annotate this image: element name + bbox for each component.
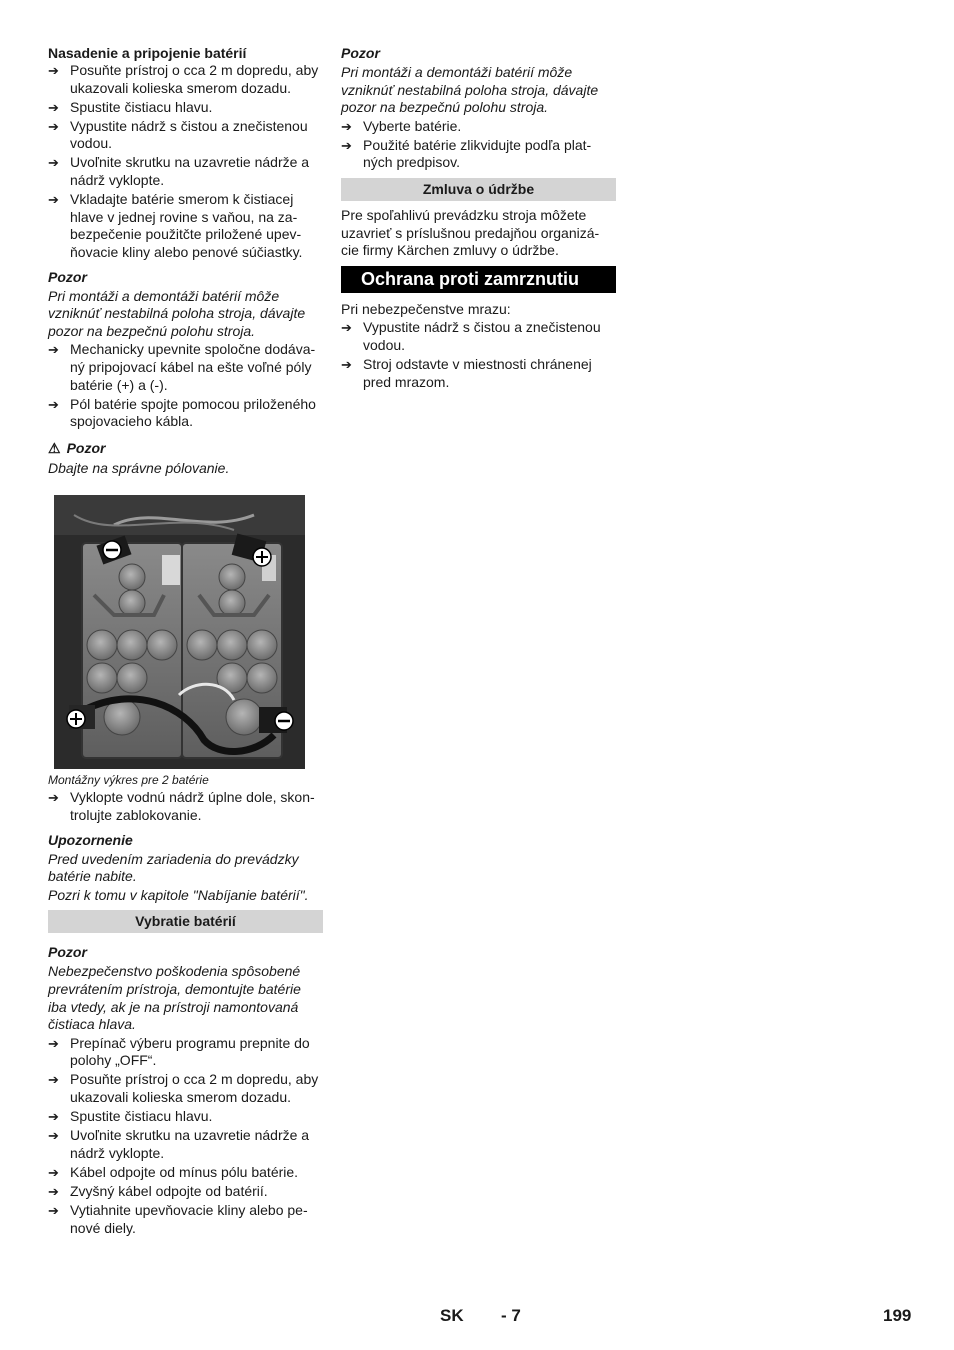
arrow-right-icon: ➔ (341, 137, 352, 153)
list-item (48, 1127, 323, 1162)
list-item-text: Posuňte prístroj o cca 2 m dopredu, aby ukazovali kolieska smerom dozadu. (70, 1071, 319, 1105)
heading-install-batteries: Nasadenie a pripojenie batérií (48, 45, 247, 61)
arrow-right-icon: ➔ (48, 192, 59, 208)
footer-lang: SK (440, 1306, 464, 1325)
list-item-text: Vytiahnite upevňovacie kliny alebo pe-nové diely. (70, 1202, 308, 1236)
list-item-text: Stroj odstavte v miestnosti chránenej pred mrazom. (363, 356, 592, 390)
list-item (48, 118, 323, 153)
plus-terminal-bottom-icon (67, 710, 85, 728)
list-item-text: Vyklopte vodnú nádrž úplne dole, skon-trolujte zablokovanie. (70, 789, 315, 823)
list-item-text: Posuňte prístroj o cca 2 m dopredu, aby ukazovali kolieska smerom dozadu. (70, 62, 319, 96)
caution-title: Pozor (48, 268, 87, 285)
list-item-text: Vyberte batérie. (363, 117, 462, 134)
list-item (48, 1071, 323, 1106)
list-item (48, 1035, 323, 1070)
section-remove-batteries: Vybratie batérií (48, 910, 323, 933)
list-item-text: Spustite čistiacu hlavu. (70, 1108, 213, 1125)
note-line: Pred uvedením zariadenia do prevádzky batérie nabite. (48, 850, 299, 885)
footer-section-page: - 7 (501, 1306, 521, 1325)
install-steps (48, 62, 323, 262)
arrow-right-icon: ➔ (341, 320, 352, 336)
lock-steps (48, 789, 323, 824)
list-item-text: Uvoľnite skrutku na uzavretie nádrže a nádrž vyklopte. (70, 154, 310, 189)
warning-triangle-icon: ⚠ (48, 439, 61, 456)
section-maintenance-contract: Zmluva o údržbe (341, 178, 616, 201)
arrow-right-icon: ➔ (48, 118, 59, 134)
list-item (341, 319, 616, 354)
list-item (48, 396, 323, 431)
arrow-right-icon: ➔ (341, 118, 352, 134)
list-item-text: Spustite čistiacu hlavu. (70, 98, 213, 115)
list-item-text: Použité batérie zlikvidujte podľa plat-ných predpisov. (363, 136, 592, 171)
list-item (48, 62, 323, 97)
list-item (48, 341, 323, 394)
photo-caption: Montážny výkres pre 2 batérie (48, 773, 209, 788)
list-item (48, 1202, 323, 1237)
list-item-text: Vkladajte batérie smerom k čistiacej hlave v jednej rovine s vaňou, na za-bezpečenie použitčte priložené upev-ňovacie kliny alebo penové súčiastky. (70, 191, 303, 260)
arrow-right-icon: ➔ (48, 63, 59, 78)
arrow-right-icon: ➔ (48, 99, 59, 115)
list-item-text: Zvyšný kábel odpojte od batérií. (70, 1182, 268, 1199)
note-line: Pozri k tomu v kapitole "Nabíjanie batérií". (48, 886, 309, 903)
arrow-right-icon: ➔ (48, 790, 59, 806)
dispose-steps (341, 118, 616, 172)
warning-text: Dbajte na správne pólovanie. (48, 459, 230, 476)
list-item (341, 356, 616, 391)
arrow-right-icon: ➔ (48, 155, 59, 171)
frost-intro: Pri nebezpečenstve mrazu: (341, 300, 511, 317)
note-text (48, 851, 323, 905)
section-frost-protection: Ochrana proti zamrznutiu (341, 266, 616, 293)
footer-page-number: 199 (883, 1306, 912, 1325)
list-item-text: Prepínač výberu programu prepnite do polohy „OFF“. (70, 1034, 310, 1069)
maintenance-text: Pre spoľahlivú prevádzku stroja môžete uzavrieť s príslušnou predajňou organizá-cie firmy Kärchen zmluvy o údržbe. (341, 207, 600, 259)
list-item-text: Uvoľnite skrutku na uzavretie nádrže a nádrž vyklopte. (70, 1127, 310, 1161)
right-caution-text: Pri montáži a demontáži batérií môže vzniknúť nestabilná poloha stroja, dávajte pozor na bezpečnú polohu stroja. (341, 64, 599, 116)
battery-photo-illustration (54, 495, 305, 769)
arrow-right-icon: ➔ (48, 1109, 59, 1125)
right-caution-title: Pozor (341, 45, 380, 61)
right-column (341, 44, 616, 393)
minus-terminal-bottom-icon (275, 712, 293, 730)
caution2-text: Nebezpečenstvo poškodenia spôsobené prevrátením prístroja, demontujte batérie iba vtedy, ak je na prístroji namontovaná čistiaca hlava. (48, 963, 301, 1033)
list-item (48, 154, 323, 189)
warning-title: Pozor (66, 439, 106, 456)
list-item-text: Kábel odpojte od mínus pólu batérie. (70, 1163, 299, 1180)
arrow-right-icon: ➔ (48, 1072, 59, 1088)
list-item (48, 1164, 323, 1182)
arrow-right-icon: ➔ (48, 1183, 59, 1199)
list-item (48, 99, 323, 117)
list-item (48, 1108, 323, 1126)
battery-photo (54, 495, 305, 769)
warning-heading (48, 439, 323, 457)
arrow-right-icon: ➔ (48, 1035, 59, 1051)
list-item-text: Pól batérie spojte pomocou priloženého spojovacieho kábla. (70, 395, 316, 430)
caution2-title: Pozor (48, 944, 87, 961)
minus-terminal-top-icon (103, 541, 121, 559)
left-column (48, 44, 323, 1239)
frost-steps (341, 319, 616, 391)
list-item (341, 137, 616, 172)
note-title: Upozornenie (48, 831, 133, 848)
arrow-right-icon: ➔ (48, 396, 59, 412)
arrow-right-icon: ➔ (48, 1203, 59, 1219)
arrow-right-icon: ➔ (48, 342, 59, 358)
list-item (48, 191, 323, 261)
arrow-right-icon: ➔ (341, 357, 352, 373)
list-item-text: Mechanicky upevnite spoločne dodáva-ný pripojovací kábel na ešte voľné póly batérie (+) a (-). (70, 341, 316, 393)
list-item (341, 118, 616, 136)
caution-text: Pri montáži a demontáži batérií môže vzniknúť nestabilná poloha stroja, dávajte pozor na bezpečnú polohu stroja. (48, 287, 306, 339)
arrow-right-icon: ➔ (48, 1164, 59, 1180)
list-item-text: Vypustite nádrž s čistou a znečistenou vodou. (363, 319, 601, 354)
remove-steps (48, 1035, 323, 1238)
arrow-right-icon: ➔ (48, 1128, 59, 1144)
list-item-text: Vypustite nádrž s čistou a znečistenou vodou. (70, 117, 308, 152)
connect-steps (48, 341, 323, 430)
list-item (48, 1183, 323, 1201)
plus-terminal-top-icon (253, 548, 271, 566)
list-item (48, 789, 323, 824)
